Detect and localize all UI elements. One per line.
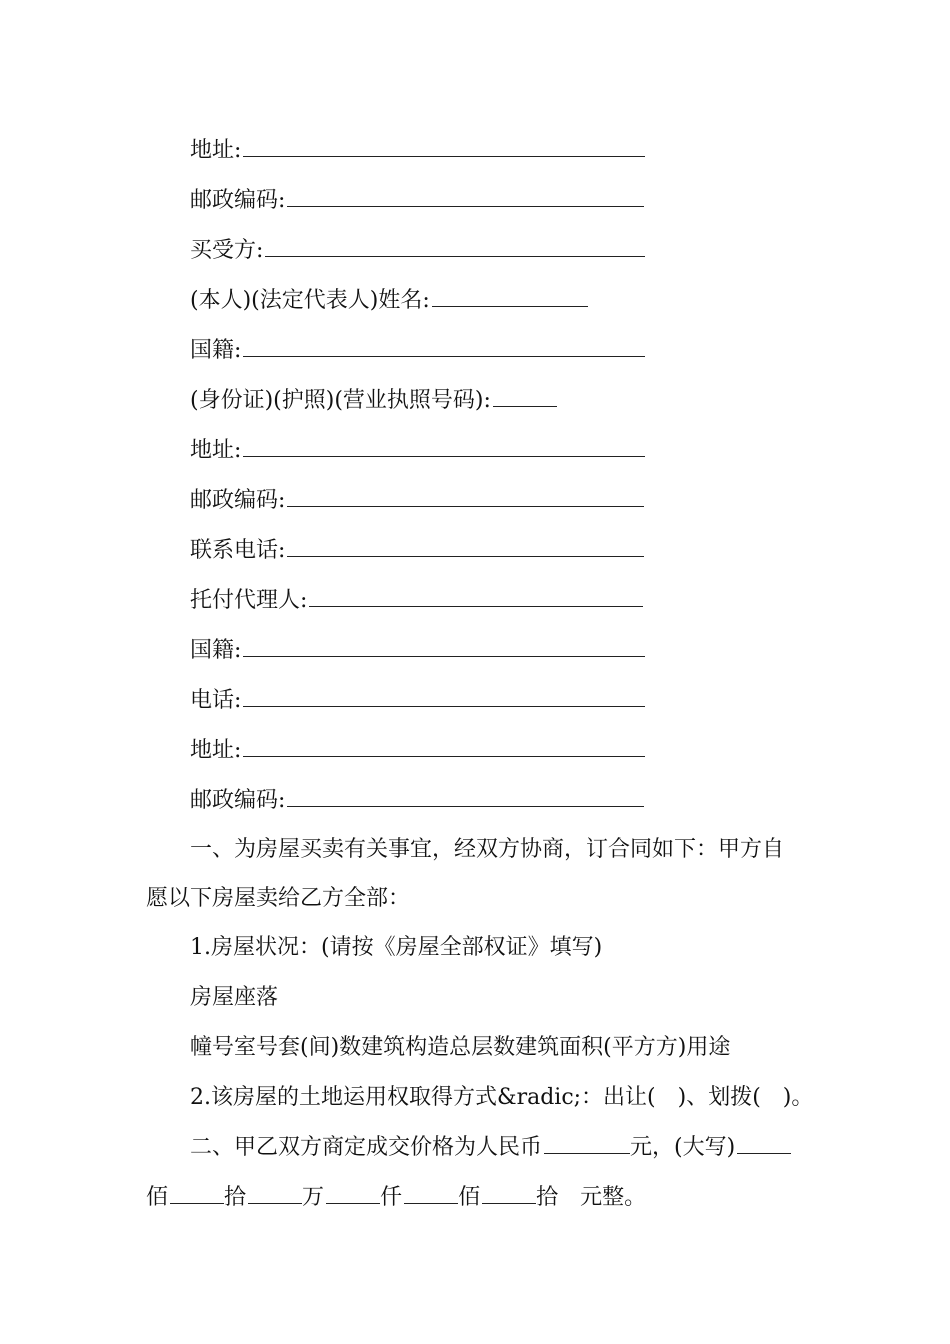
fill-blank[interactable] bbox=[287, 486, 644, 507]
fill-blank[interactable] bbox=[432, 286, 588, 307]
price-blank[interactable] bbox=[544, 1133, 630, 1154]
clause-2-line-2 bbox=[146, 1183, 646, 1213]
field-address-3 bbox=[190, 736, 645, 766]
clause-1-line-1: 一、为房屋买卖有关事宜，经双方协商，订合同如下：甲方自 bbox=[190, 837, 785, 862]
field-label: 联系电话: bbox=[190, 538, 286, 563]
clause-2-line-1 bbox=[190, 1133, 791, 1163]
house-columns-line: 幢号室号套(间)数建筑构造总层数建筑面积(平方方)用途 bbox=[190, 1035, 731, 1060]
field-id-number bbox=[190, 386, 557, 416]
unit-label: 万 bbox=[302, 1185, 325, 1210]
field-postcode-1 bbox=[190, 186, 644, 216]
fill-blank[interactable] bbox=[493, 386, 557, 407]
unit-label: 拾 bbox=[536, 1185, 559, 1210]
field-label: 邮政编码: bbox=[190, 188, 286, 213]
field-phone-1 bbox=[190, 536, 644, 566]
clause-2-text-a: 二、甲乙双方商定成交价格为人民币 bbox=[190, 1135, 543, 1160]
clause-1-line-2: 愿以下房屋卖给乙方全部： bbox=[146, 886, 411, 911]
unit-label: 佰 bbox=[458, 1185, 481, 1210]
field-buyer bbox=[190, 236, 645, 266]
field-agent bbox=[190, 586, 643, 616]
item-2-land-rights: 2.该房屋的土地运用权取得方式&radic;：出让( )、划拨( )。 bbox=[190, 1085, 814, 1110]
field-nationality-1 bbox=[190, 336, 645, 366]
fill-blank[interactable] bbox=[243, 436, 645, 457]
item-1-heading: 1.房屋状况：(请按《房屋全部权证》填写) bbox=[190, 935, 603, 960]
clause-2-text-b: 元，(大写) bbox=[630, 1135, 736, 1160]
fill-blank[interactable] bbox=[287, 786, 644, 807]
unit-blank[interactable] bbox=[170, 1183, 224, 1204]
field-label: 国籍: bbox=[190, 638, 242, 663]
field-postcode-2 bbox=[190, 486, 644, 516]
fill-blank[interactable] bbox=[243, 136, 645, 157]
fill-blank[interactable] bbox=[243, 736, 645, 757]
fill-blank[interactable] bbox=[265, 236, 645, 257]
field-label: 地址: bbox=[190, 738, 242, 763]
unit-blank[interactable] bbox=[248, 1183, 302, 1204]
field-phone-2 bbox=[190, 686, 645, 716]
unit-label: 拾 bbox=[224, 1185, 247, 1210]
field-label: (本人)(法定代表人)姓名: bbox=[190, 288, 430, 313]
field-label: 地址: bbox=[190, 138, 242, 163]
field-address-1 bbox=[190, 136, 645, 166]
fill-blank[interactable] bbox=[287, 536, 644, 557]
field-label: 电话: bbox=[190, 688, 242, 713]
field-label: 邮政编码: bbox=[190, 788, 286, 813]
field-label: 邮政编码: bbox=[190, 488, 286, 513]
fill-blank[interactable] bbox=[287, 186, 644, 207]
house-location-label: 房屋座落 bbox=[190, 985, 279, 1010]
field-address-2 bbox=[190, 436, 645, 466]
unit-label: 佰 bbox=[146, 1185, 169, 1210]
price-words-blank[interactable] bbox=[737, 1133, 791, 1154]
unit-label: 仟 bbox=[380, 1185, 403, 1210]
unit-blank[interactable] bbox=[482, 1183, 536, 1204]
field-label: (身份证)(护照)(营业执照号码): bbox=[190, 388, 491, 413]
field-postcode-3 bbox=[190, 786, 644, 816]
fill-blank[interactable] bbox=[243, 336, 645, 357]
fill-blank[interactable] bbox=[243, 686, 645, 707]
field-label: 托付代理人: bbox=[190, 588, 308, 613]
field-nationality-2 bbox=[190, 636, 645, 666]
field-label: 国籍: bbox=[190, 338, 242, 363]
unit-blank[interactable] bbox=[326, 1183, 380, 1204]
unit-blank[interactable] bbox=[404, 1183, 458, 1204]
field-label: 买受方: bbox=[190, 238, 264, 263]
unit-label-final: 元整。 bbox=[580, 1185, 647, 1210]
fill-blank[interactable] bbox=[309, 586, 643, 607]
field-label: 地址: bbox=[190, 438, 242, 463]
field-name bbox=[190, 286, 588, 316]
fill-blank[interactable] bbox=[243, 636, 645, 657]
